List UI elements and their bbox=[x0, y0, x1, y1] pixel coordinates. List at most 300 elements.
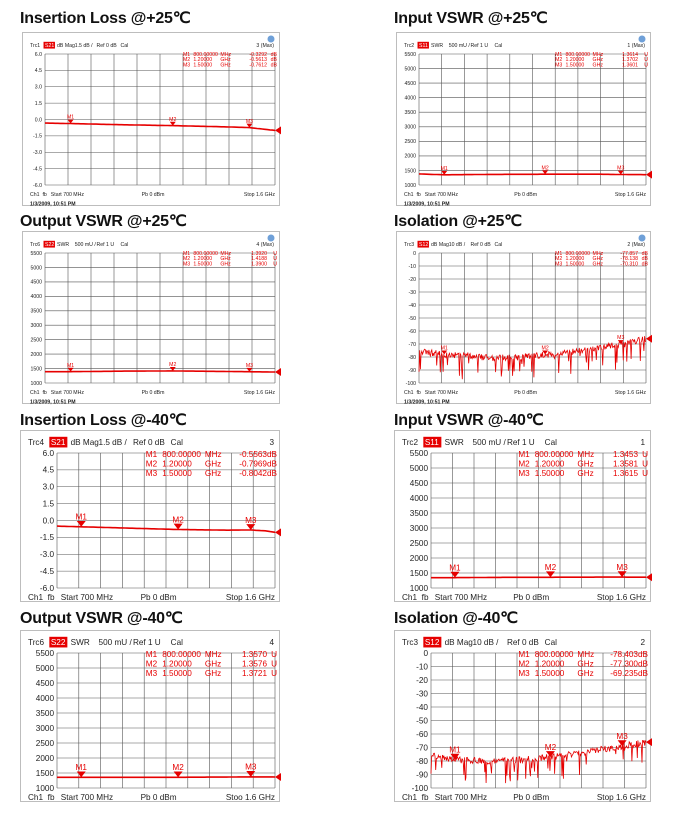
y-tick-label: 4000 bbox=[409, 493, 428, 503]
marker-readout-unit: U bbox=[644, 52, 648, 58]
trace-line-s11 bbox=[431, 577, 646, 578]
trace-label: Trc2 bbox=[404, 43, 415, 49]
marker-readout-freq: 1.50000 bbox=[162, 669, 192, 678]
marker-readout-unit: U bbox=[644, 62, 648, 69]
reference-arrow-icon bbox=[275, 528, 281, 536]
footer-start: Start 700 MHz bbox=[50, 192, 84, 199]
marker-readout-freq-unit: MHz bbox=[577, 650, 595, 659]
format-label: SWR bbox=[444, 438, 464, 447]
y-tick-label: 3000 bbox=[409, 523, 428, 533]
marker-readout-unit: dB bbox=[637, 669, 648, 678]
footer-fb: fb bbox=[47, 793, 55, 803]
marker-readout-freq-unit: MHz bbox=[220, 52, 232, 58]
marker-readout-freq-unit: GHz bbox=[220, 256, 231, 263]
cal-label: Cal bbox=[170, 438, 183, 447]
footer-stop: Stop 1.6 GHz bbox=[596, 793, 646, 803]
y-tick-label: 5000 bbox=[35, 663, 54, 673]
marker-readout-freq: 1.20000 bbox=[193, 57, 213, 64]
y-tick-label: 1500 bbox=[30, 366, 42, 373]
marker-readout-value: 1.3453 bbox=[612, 450, 638, 459]
title-insertion-loss-m40: Insertion Loss @-40℃ bbox=[20, 412, 187, 429]
y-tick-label: -3.0 bbox=[33, 150, 42, 157]
marker-readout bbox=[555, 251, 648, 267]
footer-datetime: 1/3/2009, 10:51 PM bbox=[404, 399, 450, 405]
y-tick-label: -10 bbox=[408, 263, 416, 270]
marker-readout-label: M1 bbox=[145, 450, 158, 459]
channel-label: 2 bbox=[640, 638, 645, 647]
marker-readout-freq-unit: GHz bbox=[220, 57, 231, 64]
y-tick-label: 1000 bbox=[30, 380, 42, 387]
marker-readout-value: 1.3581 bbox=[612, 459, 638, 469]
footer-power: Pb 0 dBm bbox=[140, 793, 177, 803]
format-label: SWR bbox=[57, 242, 70, 248]
marker-readout-unit: dB bbox=[637, 650, 648, 659]
marker-readout-label: M2 bbox=[555, 256, 563, 263]
param-label: S11 bbox=[419, 43, 428, 49]
marker-readout-label: M2 bbox=[518, 459, 530, 469]
marker-label: M2 bbox=[541, 345, 549, 352]
marker-readout-freq: 1.20000 bbox=[193, 256, 213, 263]
format-label: dB Mag bbox=[431, 242, 449, 248]
ref-label: Ref 1 U bbox=[96, 242, 115, 248]
footer-datetime: 1/3/2009, 10:51 PM bbox=[30, 201, 76, 207]
cal-label: Cal bbox=[120, 242, 129, 248]
footer-start: Start 700 MHz bbox=[424, 192, 458, 199]
y-tick-label: 5000 bbox=[404, 66, 416, 73]
marker-label: M1 bbox=[75, 763, 87, 773]
chart-header bbox=[404, 235, 646, 249]
param-label: S11 bbox=[424, 438, 439, 447]
marker-triangle bbox=[546, 571, 555, 577]
marker-readout-unit: U bbox=[271, 659, 277, 669]
y-tick-label: 4000 bbox=[35, 693, 54, 703]
marker-readout-unit: dB bbox=[270, 57, 277, 64]
y-tick-label: -40 bbox=[416, 702, 428, 712]
marker-readout-label: M3 bbox=[518, 469, 530, 478]
format-label: dB Mag bbox=[70, 438, 99, 447]
scale-label: 500 mU / bbox=[448, 43, 470, 49]
marker-readout-freq: 1.50000 bbox=[534, 669, 565, 678]
reference-arrow-icon bbox=[275, 368, 281, 376]
marker-readout-label: M2 bbox=[555, 57, 563, 64]
chart-footer bbox=[402, 593, 646, 602]
marker-readout-unit: U bbox=[644, 57, 648, 64]
marker-triangle bbox=[246, 771, 255, 777]
marker-readout-value: 1.4188 bbox=[251, 256, 267, 263]
trace-label: Trc4 bbox=[28, 438, 45, 447]
marker-readout-value: -78.403 bbox=[610, 650, 638, 659]
param-label: S12 bbox=[424, 638, 440, 647]
title-isolation-m40: Isolation @-40℃ bbox=[394, 610, 518, 627]
marker-label: M1 bbox=[66, 362, 75, 369]
marker-triangle bbox=[246, 524, 255, 530]
marker-readout-unit: dB bbox=[270, 52, 277, 58]
footer-stop: Stop 1.6 GHz bbox=[596, 593, 646, 603]
marker-readout-freq-unit: GHz bbox=[577, 669, 594, 678]
chart-output-vswr-25 bbox=[22, 231, 280, 404]
y-tick-label: 5500 bbox=[30, 250, 42, 257]
scale-label: 1.5 dB / bbox=[74, 43, 93, 49]
marker-readout-freq-unit: GHz bbox=[204, 469, 222, 478]
channel-label: 2 (Max) bbox=[627, 242, 645, 248]
y-tick-label: -90 bbox=[416, 770, 428, 780]
marker-readout-value: -77.300 bbox=[610, 659, 638, 669]
footer-power: Pb 0 dBm bbox=[141, 390, 165, 397]
param-label: S22 bbox=[50, 638, 66, 647]
marker-readout bbox=[518, 650, 648, 678]
channel-label: 4 (Max) bbox=[256, 242, 274, 248]
cal-label: Cal bbox=[170, 638, 183, 647]
marker-readout-label: M3 bbox=[555, 261, 563, 268]
footer-stop: Stop 1.6 GHz bbox=[614, 192, 646, 199]
marker-readout bbox=[183, 52, 278, 68]
marker-readout-freq: 1.50000 bbox=[193, 261, 213, 268]
footer-power: Pb 0 dBm bbox=[514, 390, 538, 397]
marker-readout-freq-unit: GHz bbox=[577, 469, 594, 478]
cal-label: Cal bbox=[544, 438, 557, 447]
marker-readout-unit: dB bbox=[641, 251, 648, 257]
y-axis-labels bbox=[33, 52, 42, 189]
footer-fb: fb bbox=[421, 593, 429, 603]
reference-arrow-icon bbox=[646, 171, 652, 179]
y-axis-labels bbox=[410, 449, 429, 593]
marker-readout-value: 1.3900 bbox=[251, 261, 267, 268]
marker-label: M1 bbox=[66, 114, 75, 121]
marker-readout-unit: dB bbox=[266, 459, 277, 469]
y-tick-label: 6.0 bbox=[42, 448, 54, 458]
y-tick-label: 1000 bbox=[409, 583, 428, 593]
rs-logo-icon bbox=[268, 36, 275, 43]
marker-readout-freq-unit: MHz bbox=[204, 450, 222, 459]
channel-label: 3 (Max) bbox=[256, 43, 274, 49]
marker-readout-unit: U bbox=[642, 450, 648, 459]
marker-label: M3 bbox=[617, 165, 625, 172]
marker-label: M3 bbox=[245, 762, 257, 772]
y-tick-label: -100 bbox=[405, 380, 416, 387]
marker-readout-freq: 1.20000 bbox=[534, 459, 565, 469]
marker-readout-label: M2 bbox=[145, 459, 158, 469]
footer-stop: Stop 1.6 GHz bbox=[243, 390, 275, 397]
chart-isolation-25 bbox=[396, 231, 651, 404]
grid bbox=[45, 54, 275, 185]
y-tick-label: 3.0 bbox=[34, 84, 42, 91]
footer-fb: fb bbox=[42, 192, 47, 199]
y-tick-label: 5500 bbox=[404, 51, 416, 58]
marker-readout-value: -0.3292 bbox=[249, 52, 267, 58]
y-tick-label: 3500 bbox=[30, 308, 42, 315]
marker-readout-freq: 800.00000 bbox=[162, 650, 201, 659]
trace-label: Trc1 bbox=[30, 43, 41, 49]
cal-label: Cal bbox=[120, 43, 129, 49]
marker-readout-freq-unit: MHz bbox=[592, 52, 604, 58]
marker-readout-value: 1.3702 bbox=[622, 57, 638, 64]
marker-readout-unit: dB bbox=[641, 256, 648, 263]
chart-footer bbox=[30, 390, 275, 405]
y-tick-label: 0 bbox=[413, 250, 416, 257]
y-tick-label: 1.5 bbox=[42, 499, 54, 509]
marker-label: M1 bbox=[440, 345, 448, 352]
y-tick-label: -20 bbox=[408, 276, 416, 283]
y-tick-label: -60 bbox=[416, 729, 428, 739]
marker-readout-unit: U bbox=[642, 469, 648, 478]
marker-readout-freq: 1.50000 bbox=[565, 261, 585, 268]
y-tick-label: -4.5 bbox=[39, 566, 54, 576]
y-tick-label: 4000 bbox=[30, 294, 42, 301]
y-tick-label: 2500 bbox=[30, 337, 42, 344]
param-label: S21 bbox=[50, 438, 66, 447]
chart-header bbox=[30, 36, 275, 50]
marker-readout-unit: U bbox=[642, 459, 648, 469]
marker-readout-freq-unit: GHz bbox=[220, 261, 231, 268]
reference-arrow-icon bbox=[275, 126, 281, 134]
marker-readout-unit: U bbox=[271, 650, 277, 659]
y-tick-label: -6.0 bbox=[33, 182, 42, 189]
rs-logo-icon bbox=[268, 235, 275, 242]
scale-label: 500 mU / bbox=[74, 242, 96, 248]
marker-readout-freq-unit: GHz bbox=[204, 659, 222, 669]
footer-stop: Stop 1.6 GHz bbox=[243, 192, 275, 199]
y-tick-label: 0 bbox=[423, 648, 428, 658]
marker-readout-value: -78.138 bbox=[620, 256, 638, 263]
format-label: SWR bbox=[70, 638, 90, 647]
y-tick-label: 2000 bbox=[409, 553, 428, 563]
reference-arrow-icon bbox=[646, 335, 652, 343]
title-input-vswr-25: Input VSWR @+25℃ bbox=[394, 10, 548, 27]
marker-readout-label: M3 bbox=[518, 669, 530, 678]
footer-start: Start 700 MHz bbox=[60, 593, 114, 603]
y-tick-label: -4.5 bbox=[33, 166, 42, 173]
chart-header bbox=[30, 235, 275, 249]
marker-readout-label: M3 bbox=[145, 669, 158, 678]
footer-channel: Ch1 bbox=[404, 390, 414, 397]
marker-label: M1 bbox=[440, 166, 448, 173]
marker-label: M2 bbox=[541, 165, 549, 172]
y-tick-label: -70 bbox=[408, 341, 416, 348]
y-tick-label: 3500 bbox=[409, 508, 428, 518]
footer-stop: Stoo 1.6 GHz bbox=[225, 793, 275, 803]
footer-fb: fb bbox=[47, 593, 55, 603]
y-axis-labels bbox=[30, 251, 42, 387]
footer-start: Start 700 MHz bbox=[434, 593, 488, 603]
scale-label: 10 dB / bbox=[448, 242, 466, 248]
title-output-vswr-25: Output VSWR @+25℃ bbox=[20, 213, 187, 230]
y-tick-label: 5500 bbox=[35, 648, 54, 658]
marker-readout-value: 1.3570 bbox=[241, 650, 267, 659]
y-axis-labels bbox=[406, 251, 417, 387]
y-tick-label: 2000 bbox=[35, 753, 54, 763]
marker-readout-label: M2 bbox=[182, 256, 191, 263]
marker-readout-freq: 800.00000 bbox=[534, 450, 574, 459]
y-tick-label: 1.5 bbox=[34, 100, 42, 107]
footer-fb: fb bbox=[421, 793, 429, 803]
format-label: SWR bbox=[431, 43, 444, 49]
marker-readout-value: 1.3614 bbox=[622, 52, 638, 58]
marker-label: M3 bbox=[245, 362, 254, 369]
marker-readout-freq-unit: GHz bbox=[592, 261, 603, 268]
marker-label: M3 bbox=[617, 335, 625, 342]
y-tick-label: 2500 bbox=[35, 738, 54, 748]
trace-line-s22 bbox=[57, 777, 275, 778]
trace-line-s11 bbox=[419, 174, 646, 175]
marker-readout-value: 1.3601 bbox=[622, 62, 638, 69]
y-tick-label: 4.5 bbox=[34, 68, 42, 75]
y-tick-label: 4500 bbox=[30, 279, 42, 286]
trace-label: Trc6 bbox=[28, 638, 45, 647]
y-tick-label: 6.0 bbox=[34, 51, 42, 58]
plot-input-vswr-25 bbox=[397, 33, 652, 207]
y-tick-label: 4.5 bbox=[42, 465, 54, 475]
marker-label: M1 bbox=[75, 512, 87, 522]
grid bbox=[419, 54, 646, 185]
format-label: dB Mag bbox=[57, 43, 75, 49]
rs-logo-icon bbox=[639, 36, 646, 43]
reference-arrow-icon bbox=[275, 773, 281, 781]
ref-label: Ref 1 U bbox=[506, 438, 535, 447]
y-tick-label: -50 bbox=[416, 716, 428, 726]
chart-output-vswr-m40 bbox=[20, 630, 280, 802]
chart-input-vswr-25 bbox=[396, 32, 651, 206]
marker-readout-label: M3 bbox=[145, 469, 158, 478]
marker-triangle bbox=[618, 571, 627, 577]
param-label: S12 bbox=[419, 242, 429, 248]
title-output-vswr-m40: Output VSWR @-40℃ bbox=[20, 610, 183, 627]
marker-readout-label: M1 bbox=[145, 650, 158, 659]
cal-label: Cal bbox=[494, 242, 503, 248]
marker-readout-value: 1.3920 bbox=[251, 251, 267, 257]
y-tick-label: 4500 bbox=[35, 678, 54, 688]
title-input-vswr-m40: Input VSWR @-40℃ bbox=[394, 412, 544, 429]
marker-label: M1 bbox=[449, 563, 461, 573]
footer-power: Pb 0 dBm bbox=[513, 593, 550, 603]
marker-label: M2 bbox=[169, 362, 177, 369]
chart-input-vswr-m40 bbox=[394, 430, 651, 602]
footer-datetime: 1/3/2009, 10:51 PM bbox=[30, 399, 76, 405]
title-insertion-loss-25: Insertion Loss @+25℃ bbox=[20, 10, 191, 27]
scale-label: 10 dB / bbox=[472, 638, 499, 647]
marker-label: M2 bbox=[169, 116, 177, 123]
rs-logo-icon bbox=[639, 235, 646, 242]
footer-channel: Ch1 bbox=[30, 192, 40, 199]
marker-readout-unit: dB bbox=[266, 469, 277, 478]
marker-readout-freq-unit: MHz bbox=[204, 650, 222, 659]
marker-label: M2 bbox=[544, 563, 557, 573]
marker-readout-freq: 800.00000 bbox=[565, 251, 591, 257]
marker-label: M1 bbox=[449, 745, 461, 755]
marker-readout-freq-unit: GHz bbox=[592, 256, 603, 263]
marker-readout-value: 1.3721 bbox=[241, 669, 267, 678]
marker-readout-freq: 1.50000 bbox=[193, 62, 213, 69]
marker-readout-unit: dB bbox=[266, 450, 277, 459]
y-tick-label: 2500 bbox=[404, 139, 416, 146]
y-axis-labels bbox=[40, 449, 55, 593]
marker-readout-freq: 800.00000 bbox=[534, 650, 574, 659]
footer-power: Pb 0 dBm bbox=[140, 593, 177, 603]
y-tick-label: -70 bbox=[416, 743, 428, 753]
marker-readout-freq: 1.20000 bbox=[565, 57, 585, 64]
marker-readout-freq: 1.50000 bbox=[534, 469, 565, 478]
marker-label: M3 bbox=[616, 562, 628, 572]
chart-header bbox=[402, 637, 645, 648]
scale-label: 500 mU / bbox=[472, 438, 506, 447]
marker-readout-value: 1.3615 bbox=[612, 469, 638, 478]
footer-stop: Stop 1.6 GHz bbox=[225, 593, 275, 603]
marker-label: M3 bbox=[245, 118, 254, 125]
channel-label: 4 bbox=[269, 638, 274, 647]
marker-readout-unit: dB bbox=[270, 62, 277, 69]
marker-label: M2 bbox=[172, 515, 184, 525]
chart-header bbox=[28, 637, 274, 648]
marker-readout-value: -70.310 bbox=[620, 261, 638, 268]
y-tick-label: 2000 bbox=[30, 351, 42, 358]
y-tick-label: -20 bbox=[416, 675, 428, 685]
y-tick-label: 5000 bbox=[409, 463, 428, 473]
marker-readout-value: -0.8042 bbox=[239, 469, 267, 478]
marker-readout-value: -77.857 bbox=[620, 251, 638, 257]
chart-insertion-loss-m40 bbox=[20, 430, 280, 602]
chart-footer bbox=[28, 793, 275, 802]
marker-readout-label: M1 bbox=[182, 251, 191, 257]
y-tick-label: -60 bbox=[408, 328, 416, 335]
footer-power: Pb 0 dBm bbox=[141, 192, 165, 199]
marker-label: M3 bbox=[616, 731, 628, 741]
trace-label: Trc6 bbox=[30, 242, 41, 248]
footer-channel: Ch1 bbox=[30, 390, 40, 397]
marker-readout-value: 1.3576 bbox=[241, 659, 267, 669]
marker-readout-unit: dB bbox=[641, 261, 648, 268]
marker-readout-label: M1 bbox=[182, 52, 191, 58]
footer-power: Pb 0 dBm bbox=[513, 793, 550, 803]
scale-label: 500 mU / bbox=[98, 638, 132, 647]
marker-readout-label: M1 bbox=[555, 251, 563, 257]
chart-insertion-loss-25 bbox=[22, 32, 280, 206]
chart-footer bbox=[30, 192, 275, 207]
marker-readout-unit: dB bbox=[637, 659, 648, 669]
param-label: S21 bbox=[45, 43, 55, 49]
y-tick-label: -10 bbox=[416, 662, 428, 672]
channel-label: 1 (Max) bbox=[627, 43, 645, 49]
y-tick-label: -100 bbox=[411, 783, 428, 793]
marker-readout-freq: 1.20000 bbox=[565, 256, 585, 263]
marker-readout-label: M2 bbox=[145, 659, 158, 669]
marker-readout-freq-unit: GHz bbox=[592, 57, 603, 64]
footer-stop: Stop 1.6 GHz bbox=[614, 390, 646, 397]
marker-readout-freq-unit: MHz bbox=[577, 450, 595, 459]
footer-fb: fb bbox=[416, 192, 421, 199]
footer-channel: Ch1 bbox=[402, 593, 418, 603]
y-tick-label: -30 bbox=[408, 289, 416, 296]
y-tick-label: -30 bbox=[416, 689, 428, 699]
y-tick-label: 2500 bbox=[409, 538, 428, 548]
footer-datetime: 1/3/2009, 10:51 PM bbox=[404, 201, 450, 207]
y-tick-label: -80 bbox=[416, 756, 428, 766]
marker-readout-label: M1 bbox=[555, 52, 563, 58]
y-tick-label: 0.0 bbox=[34, 117, 42, 124]
chart-header bbox=[404, 36, 646, 50]
marker-readout-freq-unit: MHz bbox=[220, 251, 232, 257]
marker-triangle bbox=[174, 771, 183, 777]
marker-readout bbox=[518, 450, 648, 478]
marker-readout-freq: 800.00000 bbox=[193, 251, 218, 257]
marker-readout-freq-unit: GHz bbox=[204, 459, 222, 469]
marker-readout-label: M3 bbox=[555, 62, 563, 69]
plot-insertion-loss-25 bbox=[23, 33, 281, 207]
marker-readout-freq: 1.20000 bbox=[162, 459, 192, 469]
marker-readout-unit: U bbox=[271, 669, 277, 678]
y-tick-label: 1000 bbox=[404, 182, 416, 189]
marker-readout bbox=[555, 52, 648, 68]
marker-readout-label: M3 bbox=[182, 62, 191, 69]
marker-readout bbox=[183, 251, 277, 267]
